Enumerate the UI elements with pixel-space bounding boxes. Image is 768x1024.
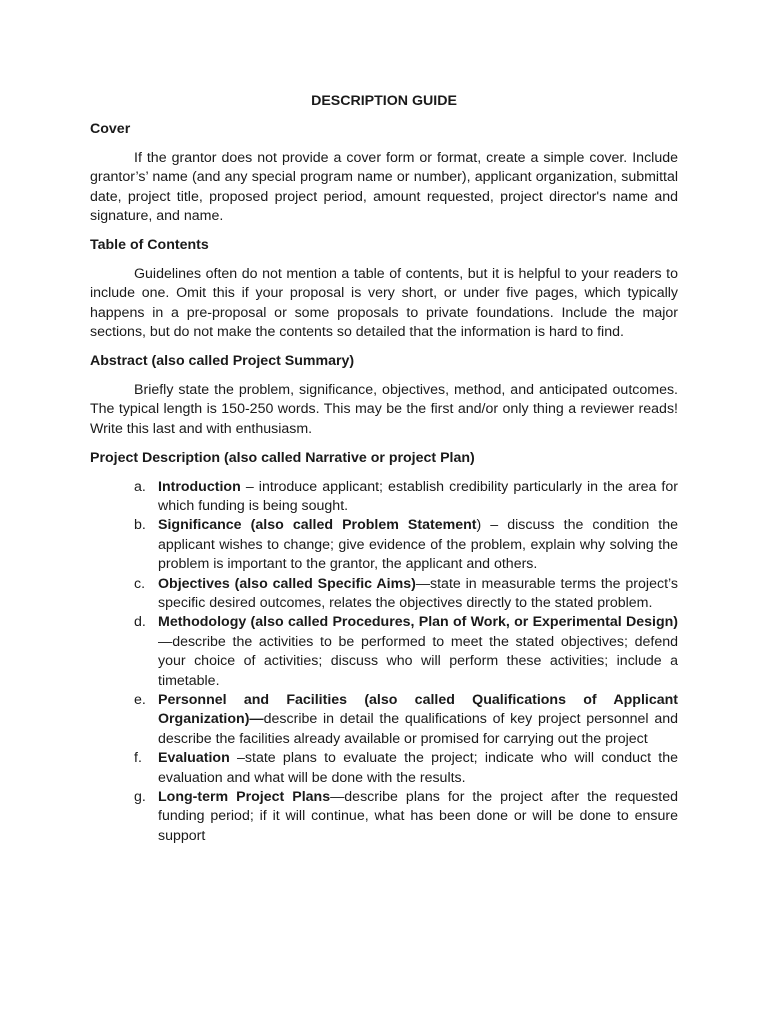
list-item-text: ) – discuss the condition the applicant wishes to change; give evidence of the problem, explain why solving the problem is important to the grantor, the applicant and others. bbox=[158, 517, 678, 573]
list-marker: a. bbox=[134, 478, 146, 495]
list-item-text: —state in measurable terms the project’s specific desired outcomes, relates the objectives directly to the stated problem. bbox=[158, 575, 678, 611]
section-heading-project-description: Project Description (also called Narrative or project Plan) bbox=[90, 450, 475, 467]
list-item-evaluation bbox=[90, 749, 678, 788]
list-item-personnel-and-facilities bbox=[90, 691, 678, 749]
list-item-long-term-plans bbox=[90, 788, 678, 846]
list-marker: c. bbox=[134, 575, 146, 592]
list-item-term: Significance (also called Problem Statement bbox=[158, 517, 477, 534]
list-marker: g. bbox=[134, 789, 146, 805]
list-marker: d. bbox=[134, 614, 146, 631]
list-item-text: —describe plans for the project after the requested funding period; if it will continue, what has been done or will be done to ensure support bbox=[158, 789, 678, 844]
list-item-introduction bbox=[90, 478, 678, 517]
list-item-objectives bbox=[90, 575, 678, 614]
section-body-table-of-contents: Guidelines often do not mention a table of contents, but it is helpful to your readers to include one. Omit this if your proposal is very short, or under five pages, which typically happens in a pre-proposal or some proposals to private foundations. Include the major sections, but do not make the contents so detailed that the information is hard to find. bbox=[90, 265, 678, 341]
document-title: DESCRIPTION GUIDE bbox=[311, 93, 457, 109]
list-item-text: describe in detail the qualifications of key project personnel and describe the facilities already available or promised for carrying out the project bbox=[158, 711, 678, 747]
list-marker: e. bbox=[134, 691, 146, 708]
list-marker: b. bbox=[134, 517, 146, 534]
list-item-term: Introduction bbox=[158, 478, 241, 495]
list-item-term: Personnel and Facilities (also called Qualifications of Applicant Organization)— bbox=[158, 691, 678, 728]
project-description-list bbox=[90, 478, 678, 847]
list-item-term: Methodology (also called Procedures, Plan of Work, or Experimental Design) bbox=[158, 614, 678, 631]
list-item-methodology bbox=[90, 613, 678, 691]
section-body-abstract: Briefly state the problem, significance, objectives, method, and anticipated outcomes. The typical length is 150-250 words. This may be the first and/or only thing a reviewer reads! Write this last and with enthusiasm. bbox=[90, 381, 678, 437]
list-item-term: Objectives (also called Specific Aims) bbox=[158, 575, 416, 592]
list-item-text: – introduce applicant; establish credibility particularly in the area for which funding is being sought. bbox=[158, 478, 678, 514]
section-body-cover: If the grantor does not provide a cover form or format, create a simple cover. Include grantor’s’ name (and any special program name or number), applicant organization, submittal date, project title, proposed project period, amount requested, project director's name and signature, and name. bbox=[90, 149, 678, 225]
section-heading-cover: Cover bbox=[90, 121, 131, 138]
list-item-text: —describe the activities to be performed to meet the stated objectives; defend your choice of activities; discuss who will perform these activities; include a timetable. bbox=[158, 633, 678, 689]
list-item-term: Long-term Project Plans bbox=[158, 789, 331, 805]
section-heading-table-of-contents: Table of Contents bbox=[90, 237, 209, 254]
list-item-text: –state plans to evaluate the project; indicate who will conduct the evaluation and what will be done with the results. bbox=[158, 750, 678, 786]
list-item-significance bbox=[90, 516, 678, 574]
list-marker: f. bbox=[134, 750, 142, 767]
section-heading-abstract: Abstract (also called Project Summary) bbox=[90, 353, 355, 370]
list-item-term: Evaluation bbox=[158, 750, 230, 767]
